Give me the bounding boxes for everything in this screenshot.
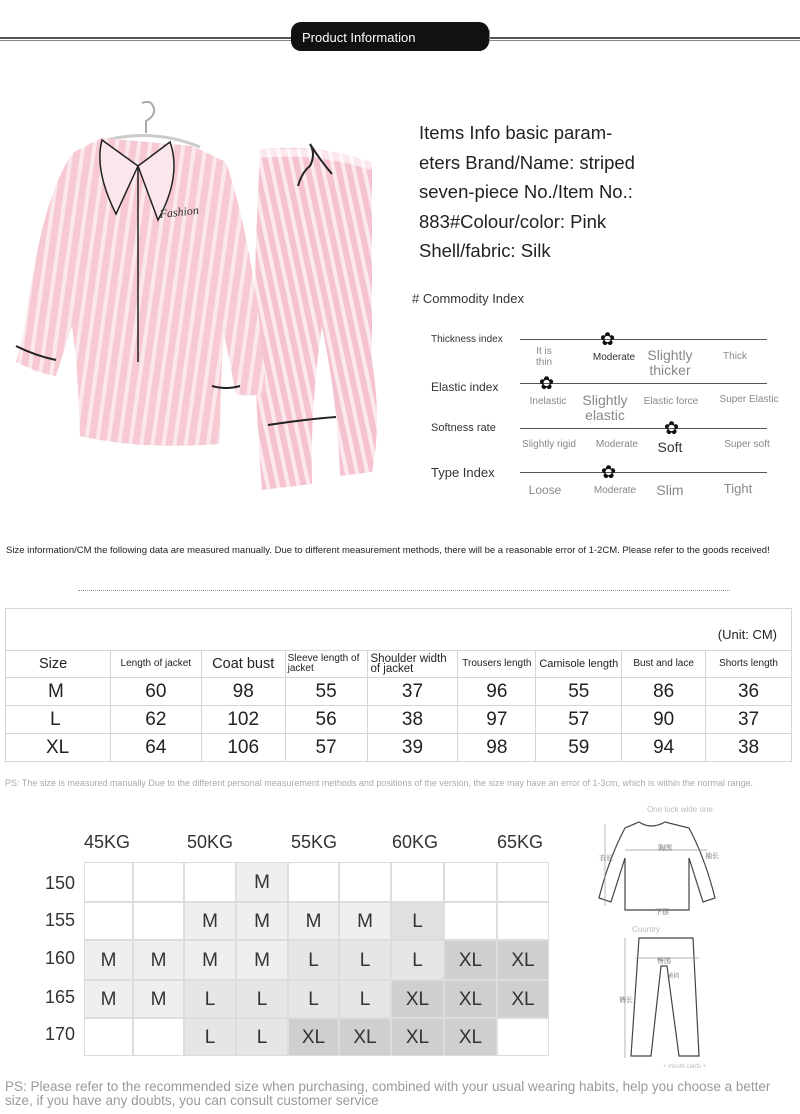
- size-grid-cell: L: [184, 980, 236, 1018]
- size-grid-cell: [84, 902, 133, 940]
- size-grid-cell: [444, 902, 497, 940]
- type-option: Slim: [656, 482, 684, 498]
- table-header: Bust and lace: [622, 651, 706, 678]
- height-label: 170: [45, 1024, 76, 1044]
- diagram-bottom-title: Country: [632, 925, 661, 934]
- weight-label: 55KG: [291, 832, 338, 852]
- height-label: 165: [45, 987, 76, 1007]
- softness-option-selected: Soft: [657, 439, 683, 455]
- height-label: 150: [45, 873, 76, 893]
- measurement-diagram: [595, 800, 765, 1075]
- table-row: [6, 706, 792, 734]
- table-header: Coat bust: [201, 651, 285, 678]
- measure-note: PS: The size is measured manually Due to the different personal measurement methods and positions of the version, the size may have an error of 1-3cm, which is within the normal range.: [5, 778, 754, 788]
- diagram-crotch-label: 横裆: [667, 974, 680, 980]
- weight-label: 50KG: [187, 832, 234, 852]
- size-grid-cell: XL: [339, 1018, 391, 1056]
- thickness-index-label: Thickness index: [431, 334, 503, 345]
- size-grid-cell: L: [339, 940, 391, 980]
- table-cell: 106: [201, 734, 285, 762]
- size-grid-cell: M: [236, 862, 288, 902]
- item-info-line: eters Brand/Name: striped: [419, 151, 635, 173]
- size-grid-cell: [497, 862, 549, 902]
- size-cell: M: [6, 678, 111, 706]
- flower-icon: ✿: [539, 373, 555, 393]
- table-cell: 90: [622, 706, 706, 734]
- table-cell: 39: [367, 734, 458, 762]
- elastic-option: Inelastic: [529, 396, 567, 407]
- dotted-divider: [78, 590, 730, 591]
- section-title: Product Information: [291, 22, 489, 51]
- size-grid-cell: [133, 1018, 184, 1056]
- diagram-bottom-caption: + mouth cards +: [663, 1064, 707, 1070]
- size-table: [5, 608, 792, 762]
- table-header: Trousers length: [458, 651, 536, 678]
- item-info-line: Shell/fabric: Silk: [419, 240, 551, 261]
- type-index-scale: [520, 472, 767, 473]
- table-cell: 60: [110, 678, 201, 706]
- elastic-option: Elastic force: [643, 396, 699, 407]
- size-grid-cell: M: [236, 940, 288, 980]
- size-grid-cell: M: [84, 940, 133, 980]
- elastic-option: Slightly elastic: [582, 392, 628, 423]
- softness-option: Super soft: [724, 439, 770, 450]
- size-grid-cell: L: [236, 980, 288, 1018]
- softness-rate-label: Softness rate: [431, 422, 496, 434]
- table-cell: 37: [706, 706, 792, 734]
- table-row: [6, 734, 792, 762]
- table-row: [6, 678, 792, 706]
- size-grid-cell: M: [133, 980, 184, 1018]
- size-grid-cell: M: [339, 902, 391, 940]
- size-grid-cell: M: [184, 902, 236, 940]
- table-cell: 38: [367, 706, 458, 734]
- table-cell: 37: [367, 678, 458, 706]
- size-grid-cell: [133, 902, 184, 940]
- table-cell: 38: [706, 734, 792, 762]
- size-grid-cell: XL: [497, 940, 549, 980]
- diagram-body-label: 衣长: [599, 855, 613, 862]
- type-option: Loose: [528, 483, 562, 497]
- size-grid-cell: M: [133, 940, 184, 980]
- size-grid-cell: [288, 862, 339, 902]
- diagram-top-caption: One lock wide one: [647, 805, 713, 814]
- weight-label: 60KG: [392, 832, 439, 852]
- softness-rate-scale: [520, 428, 767, 429]
- softness-option: Moderate: [595, 439, 639, 450]
- table-header: Sleeve length of jacket: [285, 651, 367, 678]
- weight-label: 45KG: [84, 832, 131, 852]
- size-grid-cell: L: [288, 980, 339, 1018]
- type-option: Tight: [723, 481, 753, 496]
- softness-option: Slightly rigid: [522, 439, 576, 450]
- thickness-option: Slightly thicker: [647, 347, 693, 378]
- size-grid-cell: L: [391, 940, 444, 980]
- size-grid-cell: [84, 862, 133, 902]
- table-cell: 62: [110, 706, 201, 734]
- embroidery-text: Fashion: [158, 202, 200, 221]
- table-cell: 98: [458, 734, 536, 762]
- table-cell: 56: [285, 706, 367, 734]
- size-grid-cell: [339, 862, 391, 902]
- flower-icon: ✿: [664, 418, 680, 438]
- elastic-option: Super Elastic: [719, 394, 779, 405]
- item-info-line: Items Info basic param-: [419, 122, 613, 143]
- size-note: Size information/CM the following data are measured manually. Due to different measurement methods, there will be a reasonable error of 1-2CM. Please refer to the goods received!: [6, 545, 770, 556]
- table-cell: 96: [458, 678, 536, 706]
- commodity-index-title: # Commodity Index: [412, 291, 524, 306]
- type-option-selected: Moderate: [593, 485, 637, 496]
- table-cell: 36: [706, 678, 792, 706]
- diagram-waist-label: 臀围: [657, 958, 671, 965]
- size-cell: XL: [6, 734, 111, 762]
- table-cell: 57: [536, 706, 622, 734]
- size-cell: L: [6, 706, 111, 734]
- table-cell: 98: [201, 678, 285, 706]
- table-header: Shoulder width of jacket: [367, 651, 458, 678]
- size-grid-cell: L: [288, 940, 339, 980]
- table-header: Shorts length: [706, 651, 792, 678]
- size-grid-cell: [391, 862, 444, 902]
- item-info-line: seven-piece No./Item No.:: [419, 181, 633, 202]
- type-index-label: Type Index: [431, 465, 495, 480]
- size-grid-cell: M: [84, 980, 133, 1018]
- size-grid-cell: L: [236, 1018, 288, 1056]
- table-cell: 55: [536, 678, 622, 706]
- thickness-index-scale: [520, 339, 767, 340]
- thickness-option: It is thin: [535, 346, 553, 368]
- thickness-option: Thick: [723, 351, 747, 362]
- table-cell: 94: [622, 734, 706, 762]
- table-cell: 97: [458, 706, 536, 734]
- size-grid-cell: XL: [288, 1018, 339, 1056]
- size-grid-cell: M: [288, 902, 339, 940]
- footer-note: PS: Please refer to the recommended size when purchasing, combined with your usual wearing habits, help you choose a better size, if you have any doubts, you can consult customer service: [5, 1079, 771, 1108]
- diagram-chest-label: 胸围: [658, 845, 672, 852]
- table-cell: 64: [110, 734, 201, 762]
- height-label: 155: [45, 910, 76, 930]
- table-cell: 86: [622, 678, 706, 706]
- thickness-option-selected: Moderate: [592, 352, 636, 363]
- size-grid-cell: XL: [391, 980, 444, 1018]
- table-header: Size: [6, 651, 111, 678]
- size-grid-cell: L: [339, 980, 391, 1018]
- diagram-sleeve-label: 袖长: [705, 853, 719, 860]
- table-header: Length of jacket: [110, 651, 201, 678]
- size-grid-cell: [497, 902, 549, 940]
- size-grid-cell: L: [184, 1018, 236, 1056]
- size-grid-cell: XL: [444, 940, 497, 980]
- diagram-hem-label: 下摆: [655, 909, 669, 916]
- table-cell: 102: [201, 706, 285, 734]
- table-cell: 55: [285, 678, 367, 706]
- size-grid-cell: M: [184, 940, 236, 980]
- diagram-pants-label: 裤长: [619, 997, 633, 1004]
- unit-label: (Unit: CM): [6, 609, 792, 651]
- size-grid-cell: [184, 862, 236, 902]
- flower-icon: ✿: [600, 329, 616, 349]
- size-grid-cell: XL: [444, 980, 497, 1018]
- height-label: 160: [45, 948, 76, 968]
- size-grid-cell: [84, 1018, 133, 1056]
- table-cell: 57: [285, 734, 367, 762]
- table-cell: 59: [536, 734, 622, 762]
- size-grid-cell: [444, 862, 497, 902]
- size-grid-cell: XL: [391, 1018, 444, 1056]
- size-grid-cell: M: [236, 902, 288, 940]
- item-info-line: 883#Colour/color: Pink: [419, 210, 607, 232]
- table-header: Camisole length: [536, 651, 622, 678]
- weight-label: 65KG: [497, 832, 544, 852]
- size-grid-cell: [133, 862, 184, 902]
- elastic-index-scale: [520, 383, 767, 384]
- size-grid-cell: L: [391, 902, 444, 940]
- elastic-index-label: Elastic index: [431, 380, 499, 394]
- size-grid-cell: XL: [497, 980, 549, 1018]
- item-info: [419, 118, 659, 266]
- size-grid-cell: XL: [444, 1018, 497, 1056]
- pajama-product-image: [10, 100, 390, 490]
- size-grid-cell: [497, 1018, 549, 1056]
- flower-icon: ✿: [601, 462, 617, 482]
